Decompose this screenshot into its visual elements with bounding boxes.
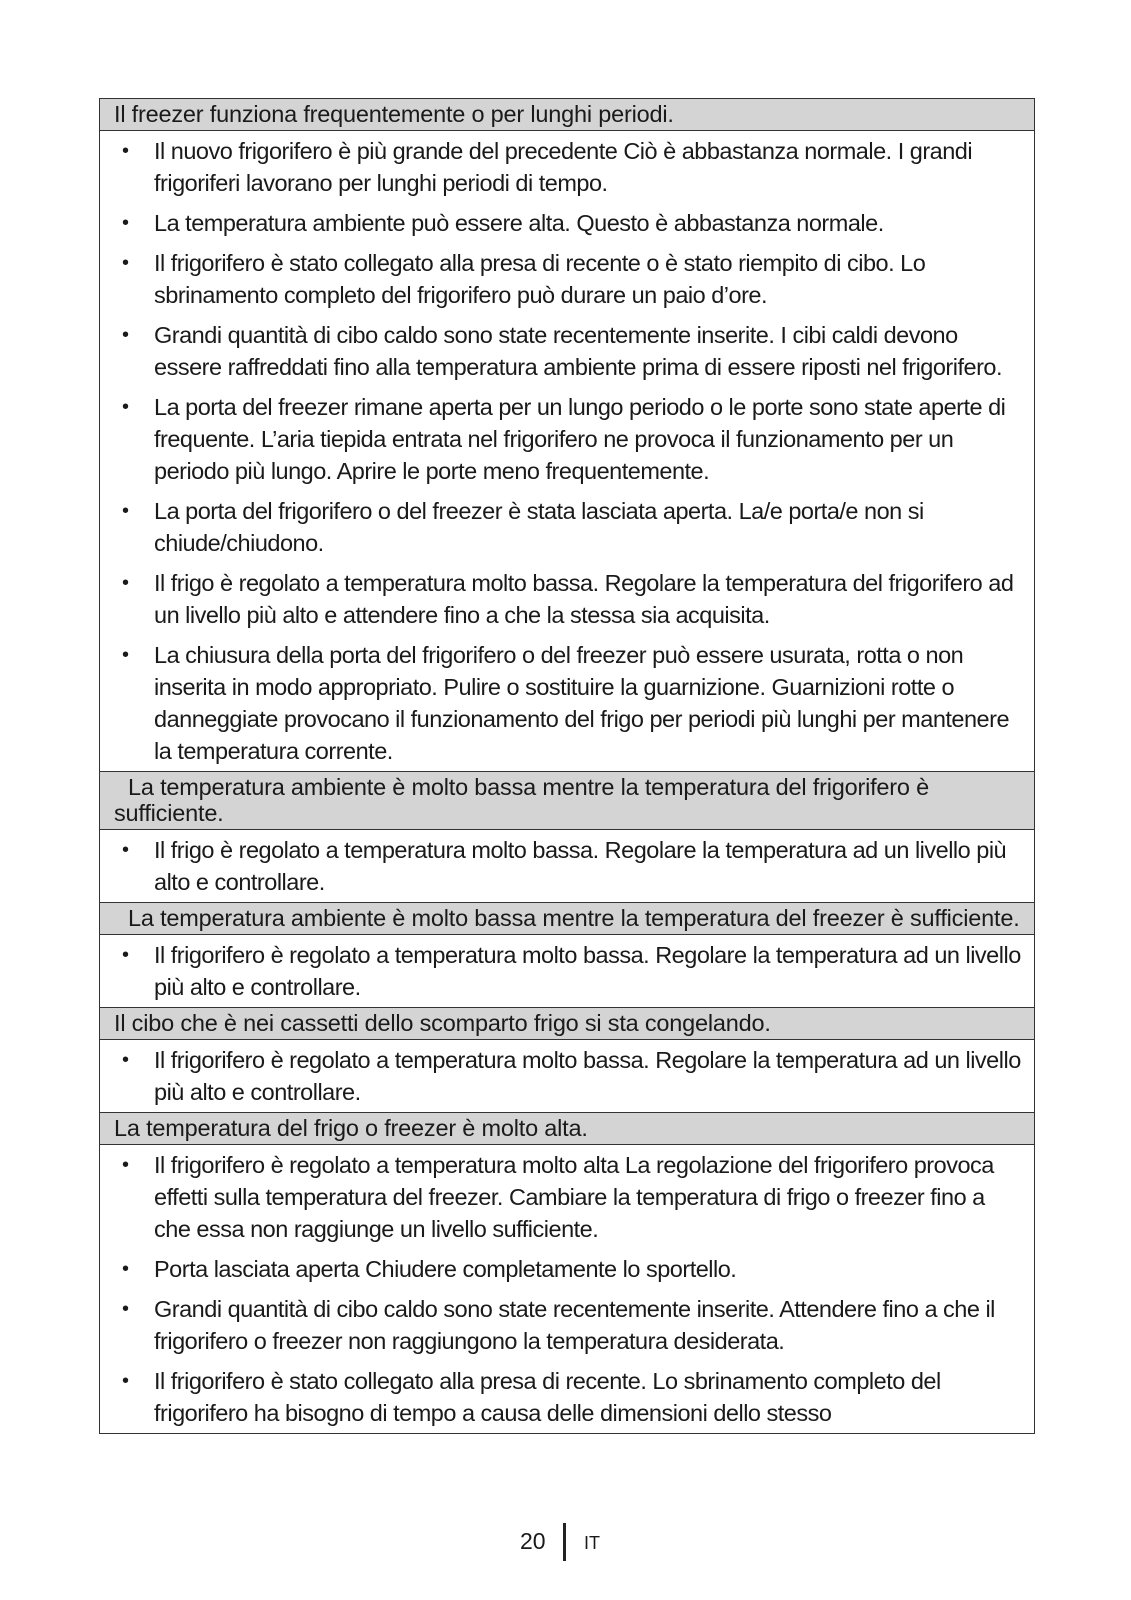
- language-code: IT: [584, 1533, 600, 1553]
- page-number: 20: [520, 1528, 546, 1554]
- list-item: [110, 567, 1024, 631]
- list-item-text: Grandi quantità di cibo caldo sono state recentemente inserite. Attendere fino a che il frigorifero o freezer non raggiungono la temperatura desiderata.: [154, 1296, 995, 1354]
- bullet-icon: •: [122, 944, 129, 966]
- list-item-text: Il frigorifero è stato collegato alla presa di recente o è stato riempito di cibo. Lo sbrinamento completo del frigorifero può durare un paio d’ore.: [154, 250, 926, 308]
- list-item-text: La temperatura ambiente può essere alta. Questo è abbastanza normale.: [154, 210, 884, 236]
- list-item: [110, 1149, 1024, 1245]
- list-item-text: Il frigorifero è stato collegato alla presa di recente. Lo sbrinamento completo del frigorifero ha bisogno di tempo a causa delle dimensioni dello stesso: [154, 1368, 941, 1426]
- list-item: [110, 834, 1024, 898]
- list-item-text: La chiusura della porta del frigorifero o del freezer può essere usurata, rotta o non inserita in modo appropriato. Pulire o sostituire la guarnizione. Guarnizioni rotte o danneggiate provocano il funzionamento del frigo per periodi più lunghi per mantenere la temperatura corrente.: [154, 642, 1010, 764]
- list-item-text: La porta del frigorifero o del freezer è stata lasciata aperta. La/e porta/e non si chiude/chiudono.: [154, 498, 924, 556]
- list-item-text: Il frigorifero è regolato a temperatura molto bassa. Regolare la temperatura ad un livello più alto e controllare.: [154, 942, 1021, 1000]
- section-body: [100, 935, 1034, 1008]
- bullet-icon: •: [122, 839, 129, 861]
- section-header: Il freezer funziona frequentemente o per lunghi periodi.: [100, 99, 1034, 131]
- list-item-text: Il frigorifero è regolato a temperatura molto bassa. Regolare la temperatura ad un livello più alto e controllare.: [154, 1047, 1021, 1105]
- bullet-icon: •: [122, 1298, 129, 1320]
- section-body: [100, 131, 1034, 772]
- bullet-icon: •: [122, 396, 129, 418]
- bullet-icon: •: [122, 324, 129, 346]
- section-header: La temperatura ambiente è molto bassa mentre la temperatura del freezer è sufficiente.: [100, 903, 1034, 935]
- list-item-text: Il frigorifero è regolato a temperatura molto alta La regolazione del frigorifero provoca effetti sulla temperatura del freezer. Cambiare la temperatura di frigo o freezer fino a che essa non raggiunge un livello sufficiente.: [154, 1152, 994, 1242]
- list-item: [110, 207, 1024, 239]
- bullet-icon: •: [122, 500, 129, 522]
- list-item: [110, 495, 1024, 559]
- bullet-icon: •: [122, 1154, 129, 1176]
- list-item-text: Il frigo è regolato a temperatura molto bassa. Regolare la temperatura ad un livello più alto e controllare.: [154, 837, 1007, 895]
- section-header: Il cibo che è nei cassetti dello scomparto frigo si sta congelando.: [100, 1008, 1034, 1040]
- bullet-icon: •: [122, 1258, 129, 1280]
- troubleshooting-table: [99, 98, 1035, 1434]
- list-item-text: Grandi quantità di cibo caldo sono state recentemente inserite. I cibi caldi devono essere raffreddati fino alla temperatura ambiente prima di essere riposti nel frigorifero.: [154, 322, 1002, 380]
- bullet-icon: •: [122, 644, 129, 666]
- list-item-text: La porta del freezer rimane aperta per un lungo periodo o le porte sono state aperte di frequente. L’aria tiepida entrata nel frigorifero ne provoca il funzionamento per un periodo più lungo. Aprire le porte meno frequentemente.: [154, 394, 1006, 484]
- section-header: La temperatura del frigo o freezer è molto alta.: [100, 1113, 1034, 1145]
- list-item-text: Il frigo è regolato a temperatura molto bassa. Regolare la temperatura del frigorifero ad un livello più alto e attendere fino a che la stessa sia acquisita.: [154, 570, 1014, 628]
- section-header: La temperatura ambiente è molto bassa mentre la temperatura del frigorifero è sufficiente.: [100, 772, 1034, 830]
- page-footer: [0, 1523, 1131, 1563]
- bullet-icon: •: [122, 1049, 129, 1071]
- bullet-icon: •: [122, 572, 129, 594]
- footer-divider: [563, 1523, 566, 1561]
- bullet-icon: •: [122, 1370, 129, 1392]
- section-body: [100, 1145, 1034, 1433]
- list-item: [110, 1365, 1024, 1429]
- list-item: [110, 939, 1024, 1003]
- list-item: [110, 1293, 1024, 1357]
- list-item: [110, 1044, 1024, 1108]
- list-item-text: Il nuovo frigorifero è più grande del precedente Ciò è abbastanza normale. I grandi frigoriferi lavorano per lunghi periodi di tempo.: [154, 138, 973, 196]
- list-item: [110, 247, 1024, 311]
- bullet-icon: •: [122, 252, 129, 274]
- list-item: [110, 135, 1024, 199]
- section-body: [100, 1040, 1034, 1113]
- list-item-text: Porta lasciata aperta Chiudere completamente lo sportello.: [154, 1256, 737, 1282]
- section-body: [100, 830, 1034, 903]
- bullet-icon: •: [122, 212, 129, 234]
- bullet-icon: •: [122, 140, 129, 162]
- list-item: [110, 639, 1024, 767]
- list-item: [110, 391, 1024, 487]
- list-item: [110, 1253, 1024, 1285]
- list-item: [110, 319, 1024, 383]
